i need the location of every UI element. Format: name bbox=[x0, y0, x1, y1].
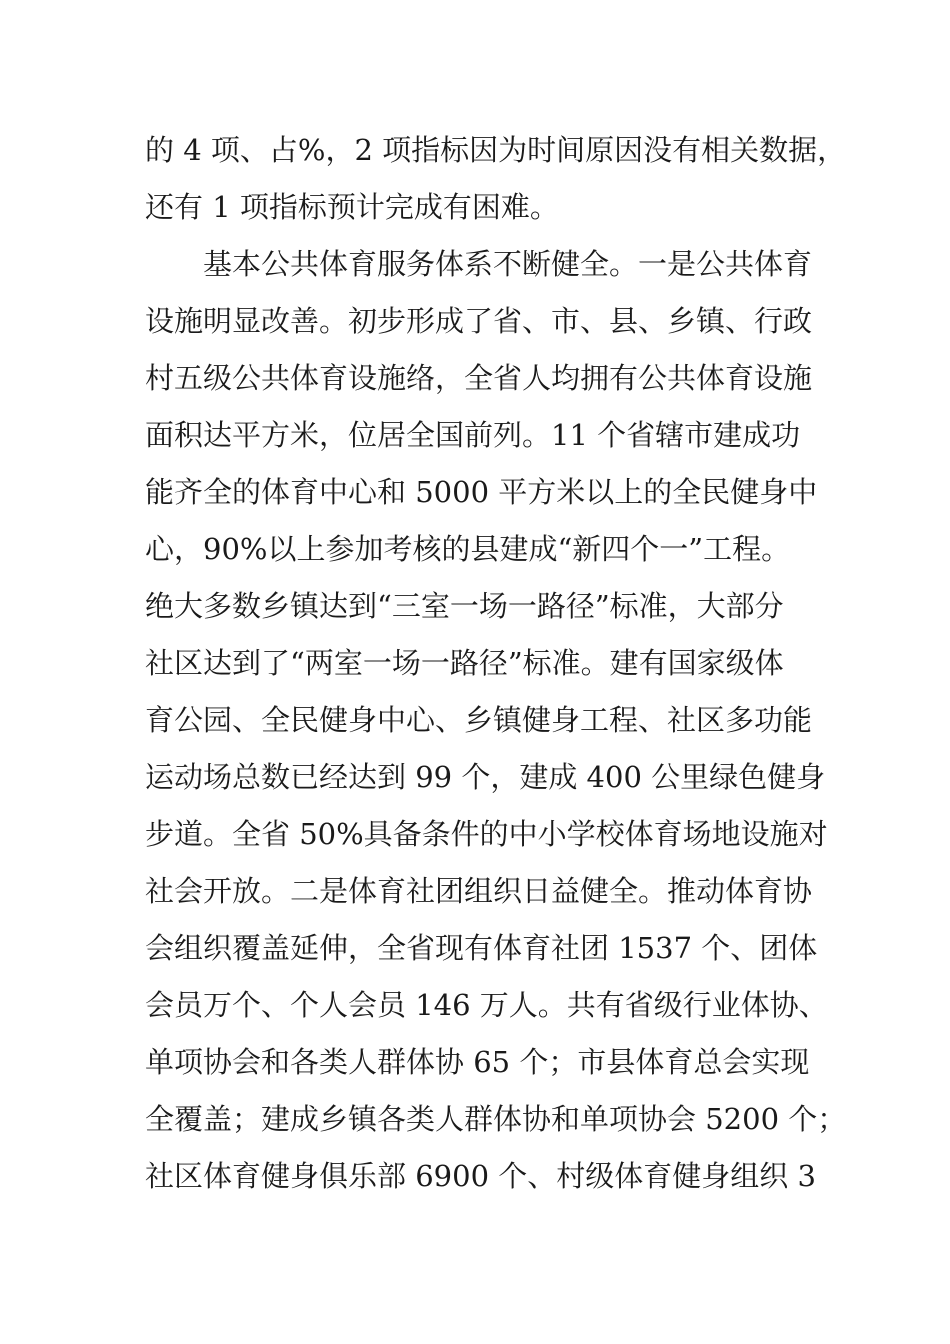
text-line: 社区体育健身俱乐部 6900 个、村级体育健身组织 3 bbox=[145, 1159, 816, 1193]
text-line: 单项协会和各类人群体协 65 个；市县体育总会实现 bbox=[145, 1045, 810, 1079]
body-text bbox=[145, 122, 847, 1205]
text-line: 会组织覆盖延伸，全省现有体育社团 1537 个、团体 bbox=[145, 931, 818, 965]
text-line: 全覆盖；建成乡镇各类人群体协和单项协会 5200 个； bbox=[145, 1102, 847, 1136]
text-line: 步道。全省 50%具备条件的中小学校体育场地设施对 bbox=[145, 817, 828, 851]
text-line: 社会开放。二是体育社团组织日益健全。推动体育协 bbox=[145, 874, 813, 908]
text-line: 村五级公共体育设施络，全省人均拥有公共体育设施 bbox=[145, 361, 813, 395]
text-line: 运动场总数已经达到 99 个，建成 400 公里绿色健身 bbox=[145, 760, 826, 794]
text-line: 会员万个、个人会员 146 万人。共有省级行业体协、 bbox=[145, 988, 828, 1022]
text-line: 育公园、全民健身中心、乡镇健身工程、社区多功能 bbox=[145, 703, 813, 737]
text-line: 心，90%以上参加考核的县建成“新四个一”工程。 bbox=[145, 532, 791, 566]
text-line: 绝大多数乡镇达到“三室一场一路径”标准，大部分 bbox=[145, 589, 784, 623]
paragraph-start-line: 基本公共体育服务体系不断健全。一是公共体育 bbox=[145, 247, 813, 281]
text-line: 社区达到了“两室一场一路径”标准。建有国家级体 bbox=[145, 646, 784, 680]
text-line: 还有 1 项指标预计完成有困难。 bbox=[145, 190, 559, 224]
text-line: 能齐全的体育中心和 5000 平方米以上的全民健身中 bbox=[145, 475, 818, 509]
text-line: 设施明显改善。初步形成了省、市、县、乡镇、行政 bbox=[145, 304, 813, 338]
text-line: 面积达平方米，位居全国前列。11 个省辖市建成功 bbox=[145, 418, 801, 452]
text-line: 的 4 项、占%，2 项指标因为时间原因没有相关数据， bbox=[145, 133, 847, 167]
